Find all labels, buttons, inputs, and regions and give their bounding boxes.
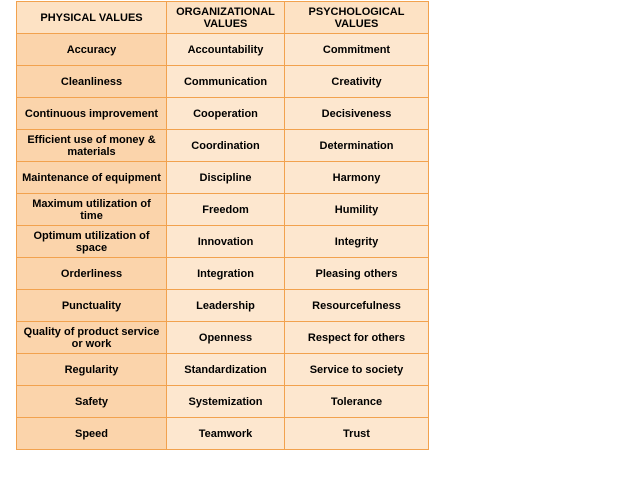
physical-value-cell: Efficient use of money & materials	[17, 130, 167, 162]
table-row	[17, 34, 429, 66]
table-row	[17, 322, 429, 354]
values-table	[16, 1, 429, 450]
psychological-value-cell: Respect for others	[285, 322, 429, 354]
header-psychological-values: PSYCHOLOGICAL VALUES	[285, 2, 429, 34]
table-row	[17, 258, 429, 290]
table-header-row	[17, 2, 429, 34]
organizational-value-cell: Openness	[167, 322, 285, 354]
table-row	[17, 98, 429, 130]
table-row	[17, 66, 429, 98]
organizational-value-cell: Communication	[167, 66, 285, 98]
physical-value-cell: Cleanliness	[17, 66, 167, 98]
physical-value-cell: Maintenance of equipment	[17, 162, 167, 194]
header-physical-values: PHYSICAL VALUES	[17, 2, 167, 34]
psychological-value-cell: Integrity	[285, 226, 429, 258]
table-row	[17, 194, 429, 226]
organizational-value-cell: Innovation	[167, 226, 285, 258]
table-row	[17, 130, 429, 162]
table-row	[17, 386, 429, 418]
organizational-value-cell: Accountability	[167, 34, 285, 66]
organizational-value-cell: Systemization	[167, 386, 285, 418]
physical-value-cell: Speed	[17, 418, 167, 450]
psychological-value-cell: Tolerance	[285, 386, 429, 418]
psychological-value-cell: Humility	[285, 194, 429, 226]
table-row	[17, 418, 429, 450]
organizational-value-cell: Cooperation	[167, 98, 285, 130]
physical-value-cell: Maximum utilization of time	[17, 194, 167, 226]
physical-value-cell: Continuous improvement	[17, 98, 167, 130]
organizational-value-cell: Discipline	[167, 162, 285, 194]
psychological-value-cell: Pleasing others	[285, 258, 429, 290]
organizational-value-cell: Coordination	[167, 130, 285, 162]
physical-value-cell: Safety	[17, 386, 167, 418]
psychological-value-cell: Service to society	[285, 354, 429, 386]
table-body	[17, 34, 429, 450]
physical-value-cell: Orderliness	[17, 258, 167, 290]
organizational-value-cell: Standardization	[167, 354, 285, 386]
physical-value-cell: Optimum utilization of space	[17, 226, 167, 258]
physical-value-cell: Accuracy	[17, 34, 167, 66]
organizational-value-cell: Freedom	[167, 194, 285, 226]
organizational-value-cell: Leadership	[167, 290, 285, 322]
header-organizational-values: ORGANIZATIONAL VALUES	[167, 2, 285, 34]
table-row	[17, 162, 429, 194]
physical-value-cell: Punctuality	[17, 290, 167, 322]
table-row	[17, 354, 429, 386]
physical-value-cell: Regularity	[17, 354, 167, 386]
psychological-value-cell: Determination	[285, 130, 429, 162]
organizational-value-cell: Integration	[167, 258, 285, 290]
psychological-value-cell: Trust	[285, 418, 429, 450]
psychological-value-cell: Resourcefulness	[285, 290, 429, 322]
psychological-value-cell: Decisiveness	[285, 98, 429, 130]
table-row	[17, 290, 429, 322]
table-row	[17, 226, 429, 258]
organizational-value-cell: Teamwork	[167, 418, 285, 450]
physical-value-cell: Quality of product service or work	[17, 322, 167, 354]
psychological-value-cell: Commitment	[285, 34, 429, 66]
psychological-value-cell: Harmony	[285, 162, 429, 194]
psychological-value-cell: Creativity	[285, 66, 429, 98]
